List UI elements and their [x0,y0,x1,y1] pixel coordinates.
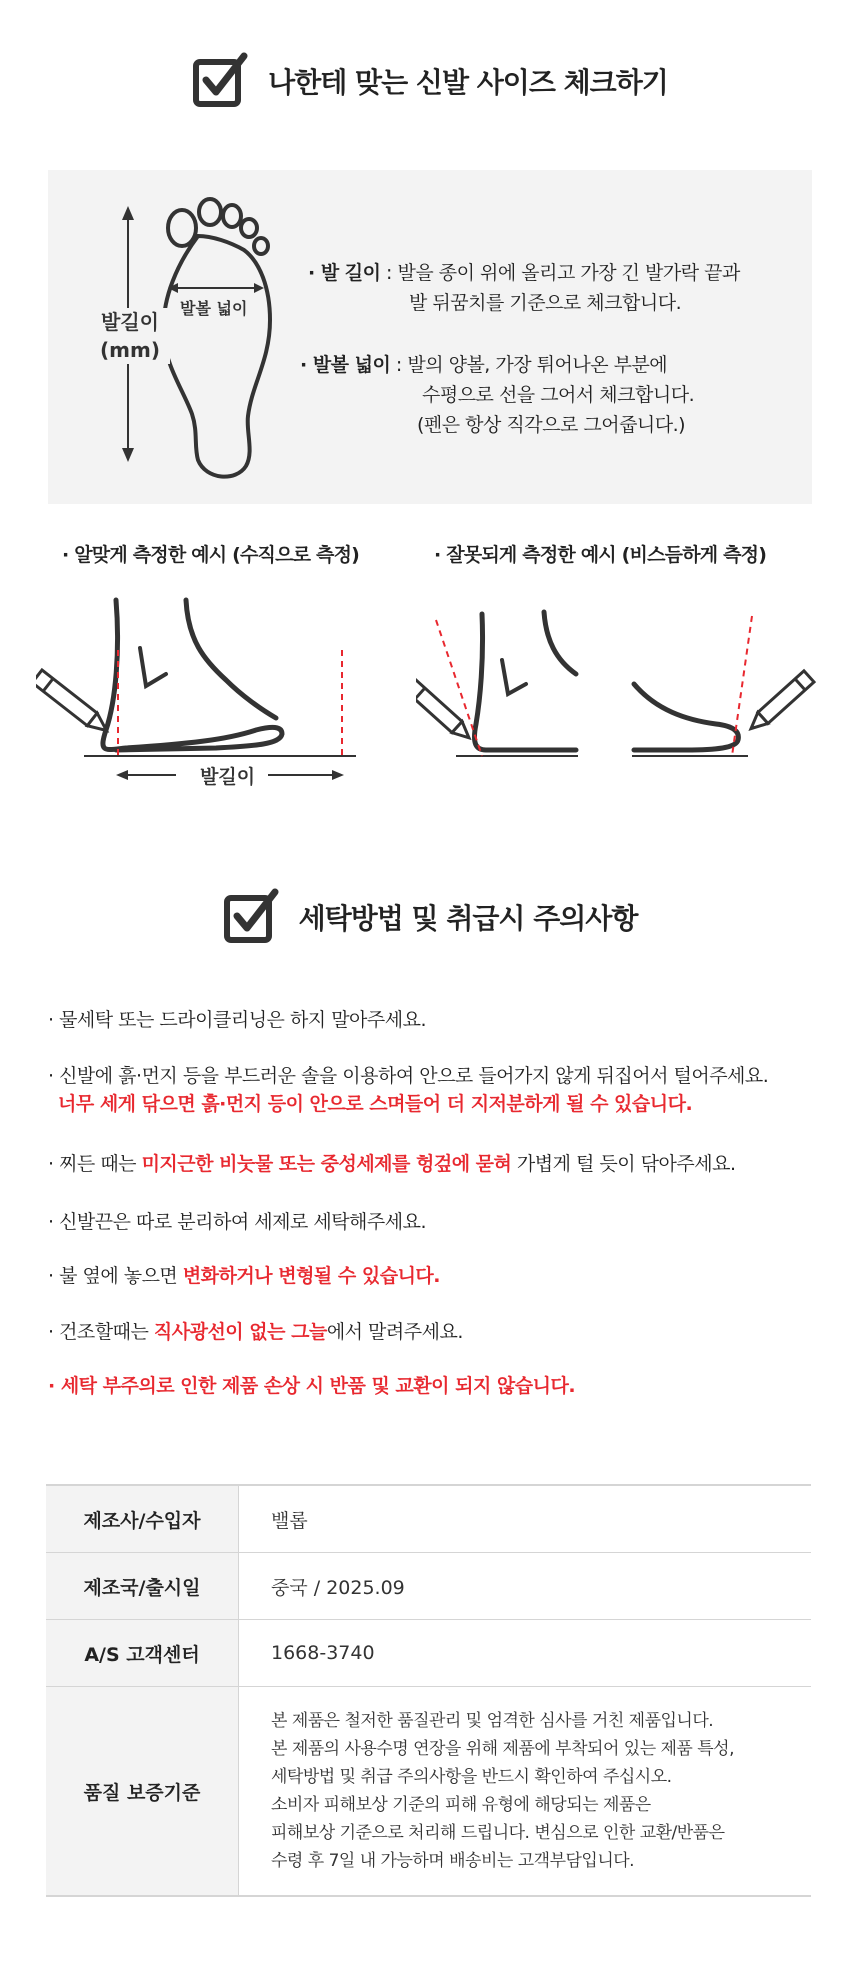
quality-label: 품질 보증기준 [46,1687,239,1897]
quality-line: 세탁방법 및 취급 주의사항을 반드시 확인하여 주십시오. [271,1767,672,1787]
foot-width-definition: · 발볼 넓이 : 발의 양볼, 가장 튀어나온 부분에 수평으로 선을 그어서 체크합니다. (펜은 항상 직각으로 그어줍니다.) [300,354,695,436]
as-label: A/S 고객센터 [46,1620,239,1687]
example-length-label: 발길이 [200,766,256,788]
checkbox-check-icon [223,888,281,946]
correct-measure-illustration [36,590,376,790]
correct-example-caption: · 알맞게 측정한 예시 (수직으로 측정) [62,544,360,566]
care-item-5: · 불 옆에 놓으면 변화하거나 변형될 수 있습니다. [48,1265,440,1287]
care-section-header [0,888,860,946]
care-item-1: · 물세탁 또는 드라이클리닝은 하지 말아주세요. [48,1009,427,1031]
table-row [46,1687,811,1897]
quality-line: 피해보상 기준으로 처리해 드립니다. 변심으로 인한 교환/반품은 [271,1823,725,1843]
checkbox-check-icon [192,52,250,110]
table-row [46,1620,811,1687]
care-item-6: · 건조할때는 직사광선이 없는 그늘에서 말려주세요. [48,1321,463,1343]
origin-value: 중국 / 2025.09 [239,1553,812,1620]
wrong-example-caption: · 잘못되게 측정한 예시 (비스듬하게 측정) [434,544,767,566]
foot-length-definition: · 발 길이 : 발을 종이 위에 올리고 가장 긴 발가락 끝과 발 뒤꿈치를 기준으로 체크합니다. [308,262,740,314]
care-item-7-warning: · 세탁 부주의로 인한 제품 손상 시 반품 및 교환이 되지 않습니다. [48,1375,576,1397]
care-section-title: 세탁방법 및 취급시 주의사항 [298,902,638,935]
quality-line: 수령 후 7일 내 가능하며 배송비는 고객부담입니다. [271,1851,635,1871]
quality-value [239,1687,812,1897]
table-row [46,1553,811,1620]
maker-value: 밸롭 [239,1485,812,1553]
quality-line: 소비자 피해보상 기준의 피해 유형에 해당되는 제품은 [271,1795,651,1815]
as-value: 1668-3740 [239,1620,812,1687]
size-section-header [0,52,860,110]
wrong-measure-illustration [416,600,820,770]
care-item-4: · 신발끈은 따로 분리하여 세제로 세탁해주세요. [48,1211,427,1233]
maker-label: 제조사/수입자 [46,1485,239,1553]
foot-width-label: 발볼 넓이 [180,299,248,318]
care-item-2-warning: 너무 세게 닦으면 흙·먼지 등이 안으로 스며들어 더 지저분하게 될 수 있습니다. [58,1093,693,1115]
quality-line: 본 제품의 사용수명 연장을 위해 제품에 부착되어 있는 제품 특성, [271,1739,735,1759]
foot-length-label: 발길이 (mm) [90,308,170,364]
quality-line: 본 제품은 철저한 품질관리 및 엄격한 심사를 거친 제품입니다. [271,1711,714,1731]
care-item-2: · 신발에 흙·먼지 등을 부드러운 솔을 이용하여 안으로 들어가지 않게 뒤집어서 털어주세요. 너무 세게 닦으면 흙·먼지 등이 안으로 스며들어 더 지저분하게 될 수 있습니다. [48,1062,768,1118]
product-info-table [46,1484,811,1897]
origin-label: 제조국/출시일 [46,1553,239,1620]
size-section-title: 나한테 맞는 신발 사이즈 체크하기 [268,66,668,99]
care-item-3: · 찌든 때는 미지근한 비눗물 또는 중성세제를 헝겊에 묻혀 가볍게 털 듯이 닦아주세요. [48,1153,736,1175]
table-row [46,1485,811,1553]
